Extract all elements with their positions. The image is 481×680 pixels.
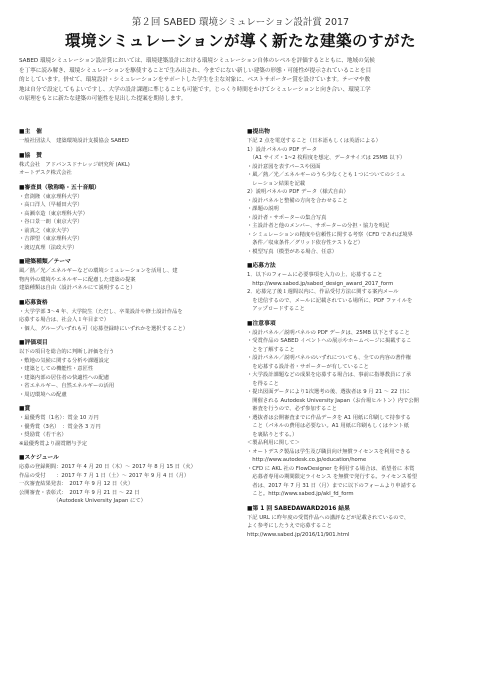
section (19, 152, 223, 178)
section-line: ・谷口景一朗（東京大学） (19, 219, 83, 225)
award-subtitle: 第２回 SABED 環境シミュレーション設計賞 2017 (131, 17, 350, 28)
section-line: ・建築としての機能性・意匠性 (19, 366, 94, 372)
section (19, 128, 223, 146)
section-line: 1）設計パネルの PDF データ (247, 146, 318, 153)
section-line: 2）説明パネルの PDF データ（様式自由） (247, 189, 349, 195)
section-line: ・倉渕隆（東京理科大学） (19, 193, 83, 200)
section-heading: ■主 催 (19, 129, 42, 135)
section-line: こと（パネルの費用は必要ない。A1 用紙に印刷もしくはケント紙 (247, 423, 410, 429)
section-line: 下記 2 点を電送すること（日本語もしくは英語による） (247, 138, 381, 144)
section-line: ・奨励賞（若干名） (19, 432, 67, 438)
section-line: ＜製品利用に関して＞ (247, 440, 300, 446)
section-line: とを了解すること (247, 346, 295, 353)
section-line: ・模型写真（模型がある場合、任意） (247, 248, 338, 255)
section (19, 258, 223, 293)
section-line: ・設計パネル／説明パネルのいずれについても、全ての内容の著作権 (247, 355, 412, 361)
intro-line: を丁寧に読み解き、環境シミュレーションを駆使することで生み出され、今までにない新しい建築の形態・可能性が提示されていることを目 (19, 67, 372, 74)
section (19, 339, 223, 399)
section-heading: ■第 1 回 SABEDAWARD2016 結果 (247, 505, 350, 512)
section (247, 320, 465, 499)
section-line: ・風／熱／光／エネルギーのうち少なくとも１つについてのシミュ (247, 172, 406, 178)
intro-line: の原理をもとに新たな建築の可能性を見出した提案を期待します。 (19, 96, 187, 102)
section-line: 開催される Autodesk University Japan（お台場ヒルトン）内で公開 (247, 397, 419, 404)
section-line: を応募する設計者・サポーターが有していること (247, 363, 369, 370)
section-heading: ■賞 (19, 406, 31, 412)
section-line: 2．応募完了後１週間以内に、作品受付方法に関する案内メール (247, 289, 399, 295)
section-line: ・CFD に AKL 社の FlowDesigner を利用する場合は、希望者に 本賞 (247, 465, 415, 472)
section-heading: ■審査員（敬称略・五十音順） (19, 184, 100, 191)
section-line: ・受賞作品の SABED イベントへの展示やホームページに掲載するこ (247, 338, 412, 344)
section-line: ・最優秀賞（1名）：賞金 10 万円 (19, 415, 99, 421)
section-line: ・優秀賞（3名） ：賞金各 3 万円 (19, 423, 101, 430)
section-line: を得ること (247, 380, 279, 387)
section-heading: ■建築種類／テーマ (19, 259, 71, 265)
section-line: ・大学設計課題などの成果を応募する場合は、事前に指導教員に了承 (247, 372, 412, 378)
section-line: ・前真之（東京大学） (19, 227, 72, 234)
section-line: ・オートデスク製品は学生及び職員向け無償ライセンスを利用できる (247, 448, 411, 455)
section (247, 505, 465, 540)
section-line: 作品の受付 ：2017 年 7 月 1 日（土）～ 2017 年 9 月 4 日（月） (19, 472, 190, 479)
section-heading: ■協 賛 (19, 152, 42, 159)
section-line: オートデスク株式会社 (19, 170, 72, 176)
section-line: 一次審査結果発表： 2017 年 9 月 12 日（火） (19, 481, 134, 487)
section-line: ・設計意図を表すパースや図面 (247, 163, 321, 170)
section-line: ・大学学部 3～4 年、大学院生（ただし、卒業設計や修士設計作品を (19, 308, 183, 315)
section-line: 応募する場合は、社会人１年目まで） (19, 317, 110, 323)
section (19, 299, 223, 334)
section-line: ・渡辺真理（法政大学） (19, 244, 78, 251)
section-line[interactable]: http://www.sabed.jp/sabed_design_award_2017_form (247, 280, 394, 287)
section-heading: ■評価項目 (19, 340, 48, 346)
section-line: （Autodesk University Japan にて） (19, 498, 146, 504)
section-line: ・設計パネル／説明パネルの PDF データは、25MB 以下とすること (247, 329, 410, 336)
section-heading: ■提出物 (247, 129, 270, 135)
section-line: ・シミュレーションの精度や信頼性に関する考察（CFD であれば境界 (247, 231, 413, 238)
section-line: ・省エネルギー、自然エネルギーの活用 (19, 383, 115, 389)
section (19, 454, 223, 506)
section-line: （A1 サイズ・1~2 枚程度を想定、データサイズは 25MB 以下） (247, 155, 406, 161)
intro-line: 地は自分で設定してもよいですし、大学の設計課題に準じることも可能です。じっくり時間をかけてシミュレーションと向き合い、環境工学 (19, 86, 371, 93)
section-line: ※最優秀賞より副賞贈与予定 (19, 440, 88, 447)
section-line: 応募の登録期間：2017 年 4 月 20 日（木）～ 2017 年 8 月 15 日（火） (19, 464, 196, 470)
section-line: ・建築内部の居住者の快適性への配慮 (19, 374, 110, 381)
section-line: を送信するので、メールに記載されている場所に、PDF ファイルを (247, 297, 413, 304)
section (247, 262, 465, 314)
award-title: 環境シミュレーションが導く新たな建築のすがた (64, 32, 417, 50)
section-line: こと。http://www.sabed.jp/akl_fd_form (247, 491, 354, 497)
intro-text (19, 57, 463, 105)
right-column (247, 128, 465, 545)
section-line[interactable]: http://www.autodesk.co.jp/education/home (247, 457, 367, 463)
section-line: ・個人、グループいずれも可（応募登録時にいずれかを選択すること） (19, 325, 189, 332)
section-line: 物内外の環境やエネルギーに配慮した建築の提案 (19, 276, 136, 283)
intro-line: 的としています。併せて、環境設計・シミュレーションをサポートした学生を主な対象に、ベストサポーター賞を設けています。テーマや敷 (19, 77, 371, 83)
section-line: ・設計パネルと整備の方向を合わせること (247, 197, 348, 204)
section-heading: ■スケジュール (19, 455, 59, 461)
section-line: ・吉澤望（東京理科大学） (19, 236, 83, 242)
section-line: ・選抜者は公開審査までに作品データを A1 用紙に印刷して持参する (247, 414, 411, 421)
section-line: 一般社団法人 建築環境設計支援協会 SABED (19, 138, 129, 144)
section-line: ・高口洋人（早稲田大学） (19, 202, 83, 208)
section-line: 風／熱／光／エネルギーなどの環境シミュレーションを活用し、建 (19, 268, 178, 274)
section-line: 建築種類は自由（設計パネルにて説明すること） (19, 285, 136, 291)
section (19, 184, 223, 253)
section-heading: ■応募資格 (19, 299, 48, 306)
section-heading: ■注意事項 (247, 320, 276, 327)
section-line: アップロードすること (247, 306, 305, 312)
section-line: 下記 URL に昨年度の受賞作品への講評などが記載されているので、 (247, 514, 410, 521)
section-line: レーション結果を記載 (247, 180, 306, 187)
section (19, 405, 223, 448)
section-line: 応募者専用の期間限定ライセンス を無償で発行する。ライセンス希望 (247, 474, 418, 480)
intro-line: SABED 環境シミュレーション設計賞においては、環境建築設計における環境シミュレーション自体のレベルを評価するとともに、地域の気候 (19, 58, 375, 64)
section-line: ・主設計者と他のメンバー、サポーターの分担・協力を明記 (247, 223, 390, 229)
section-line[interactable]: http://www.sabed.jp/2016/11/901.html (247, 531, 350, 538)
section-line: 株式会社 アドバンスドナレッジ研究所 (AKL) (19, 161, 130, 168)
section-line: 条件／収束条件／グリッド依存性テストなど） (247, 240, 364, 246)
section-line: ・周辺環境への配慮 (19, 391, 67, 398)
section-line: よく参考にしたうえで応募すること (247, 523, 332, 529)
left-column (19, 128, 223, 512)
section-line: ・設計者・サポーターの集合写真 (247, 214, 327, 221)
section-line: 公開審査・表彰式： 2017 年 9 月 21 日 ～ 22 日 (19, 489, 140, 496)
section-line: ・敷地の気候に関する分析や課題設定 (19, 357, 110, 364)
section-line: 以下の項目を総合的に判断し評価を行う (19, 349, 115, 355)
section-line: を裏貼りとする。） (247, 431, 298, 438)
section-line: ・高瀬幸造（東京理科大学） (19, 210, 88, 217)
section-line: 審査を行うので、必ず参加すること (247, 406, 337, 412)
section-line: 者は、2017 年 7 月 31 日（月）までに以下のフォームより申請する (247, 482, 417, 489)
section-heading: ■応募方法 (247, 263, 276, 269)
section-line: ・提出図面データにより1次選考の後、選抜者は 9 月 21 ～ 22 日に (247, 389, 410, 395)
section-line: ・課題の説明 (247, 206, 279, 212)
section (247, 128, 465, 256)
section-line: 1．以下のフォームに必要事項を入力の上、応募すること (247, 272, 383, 278)
